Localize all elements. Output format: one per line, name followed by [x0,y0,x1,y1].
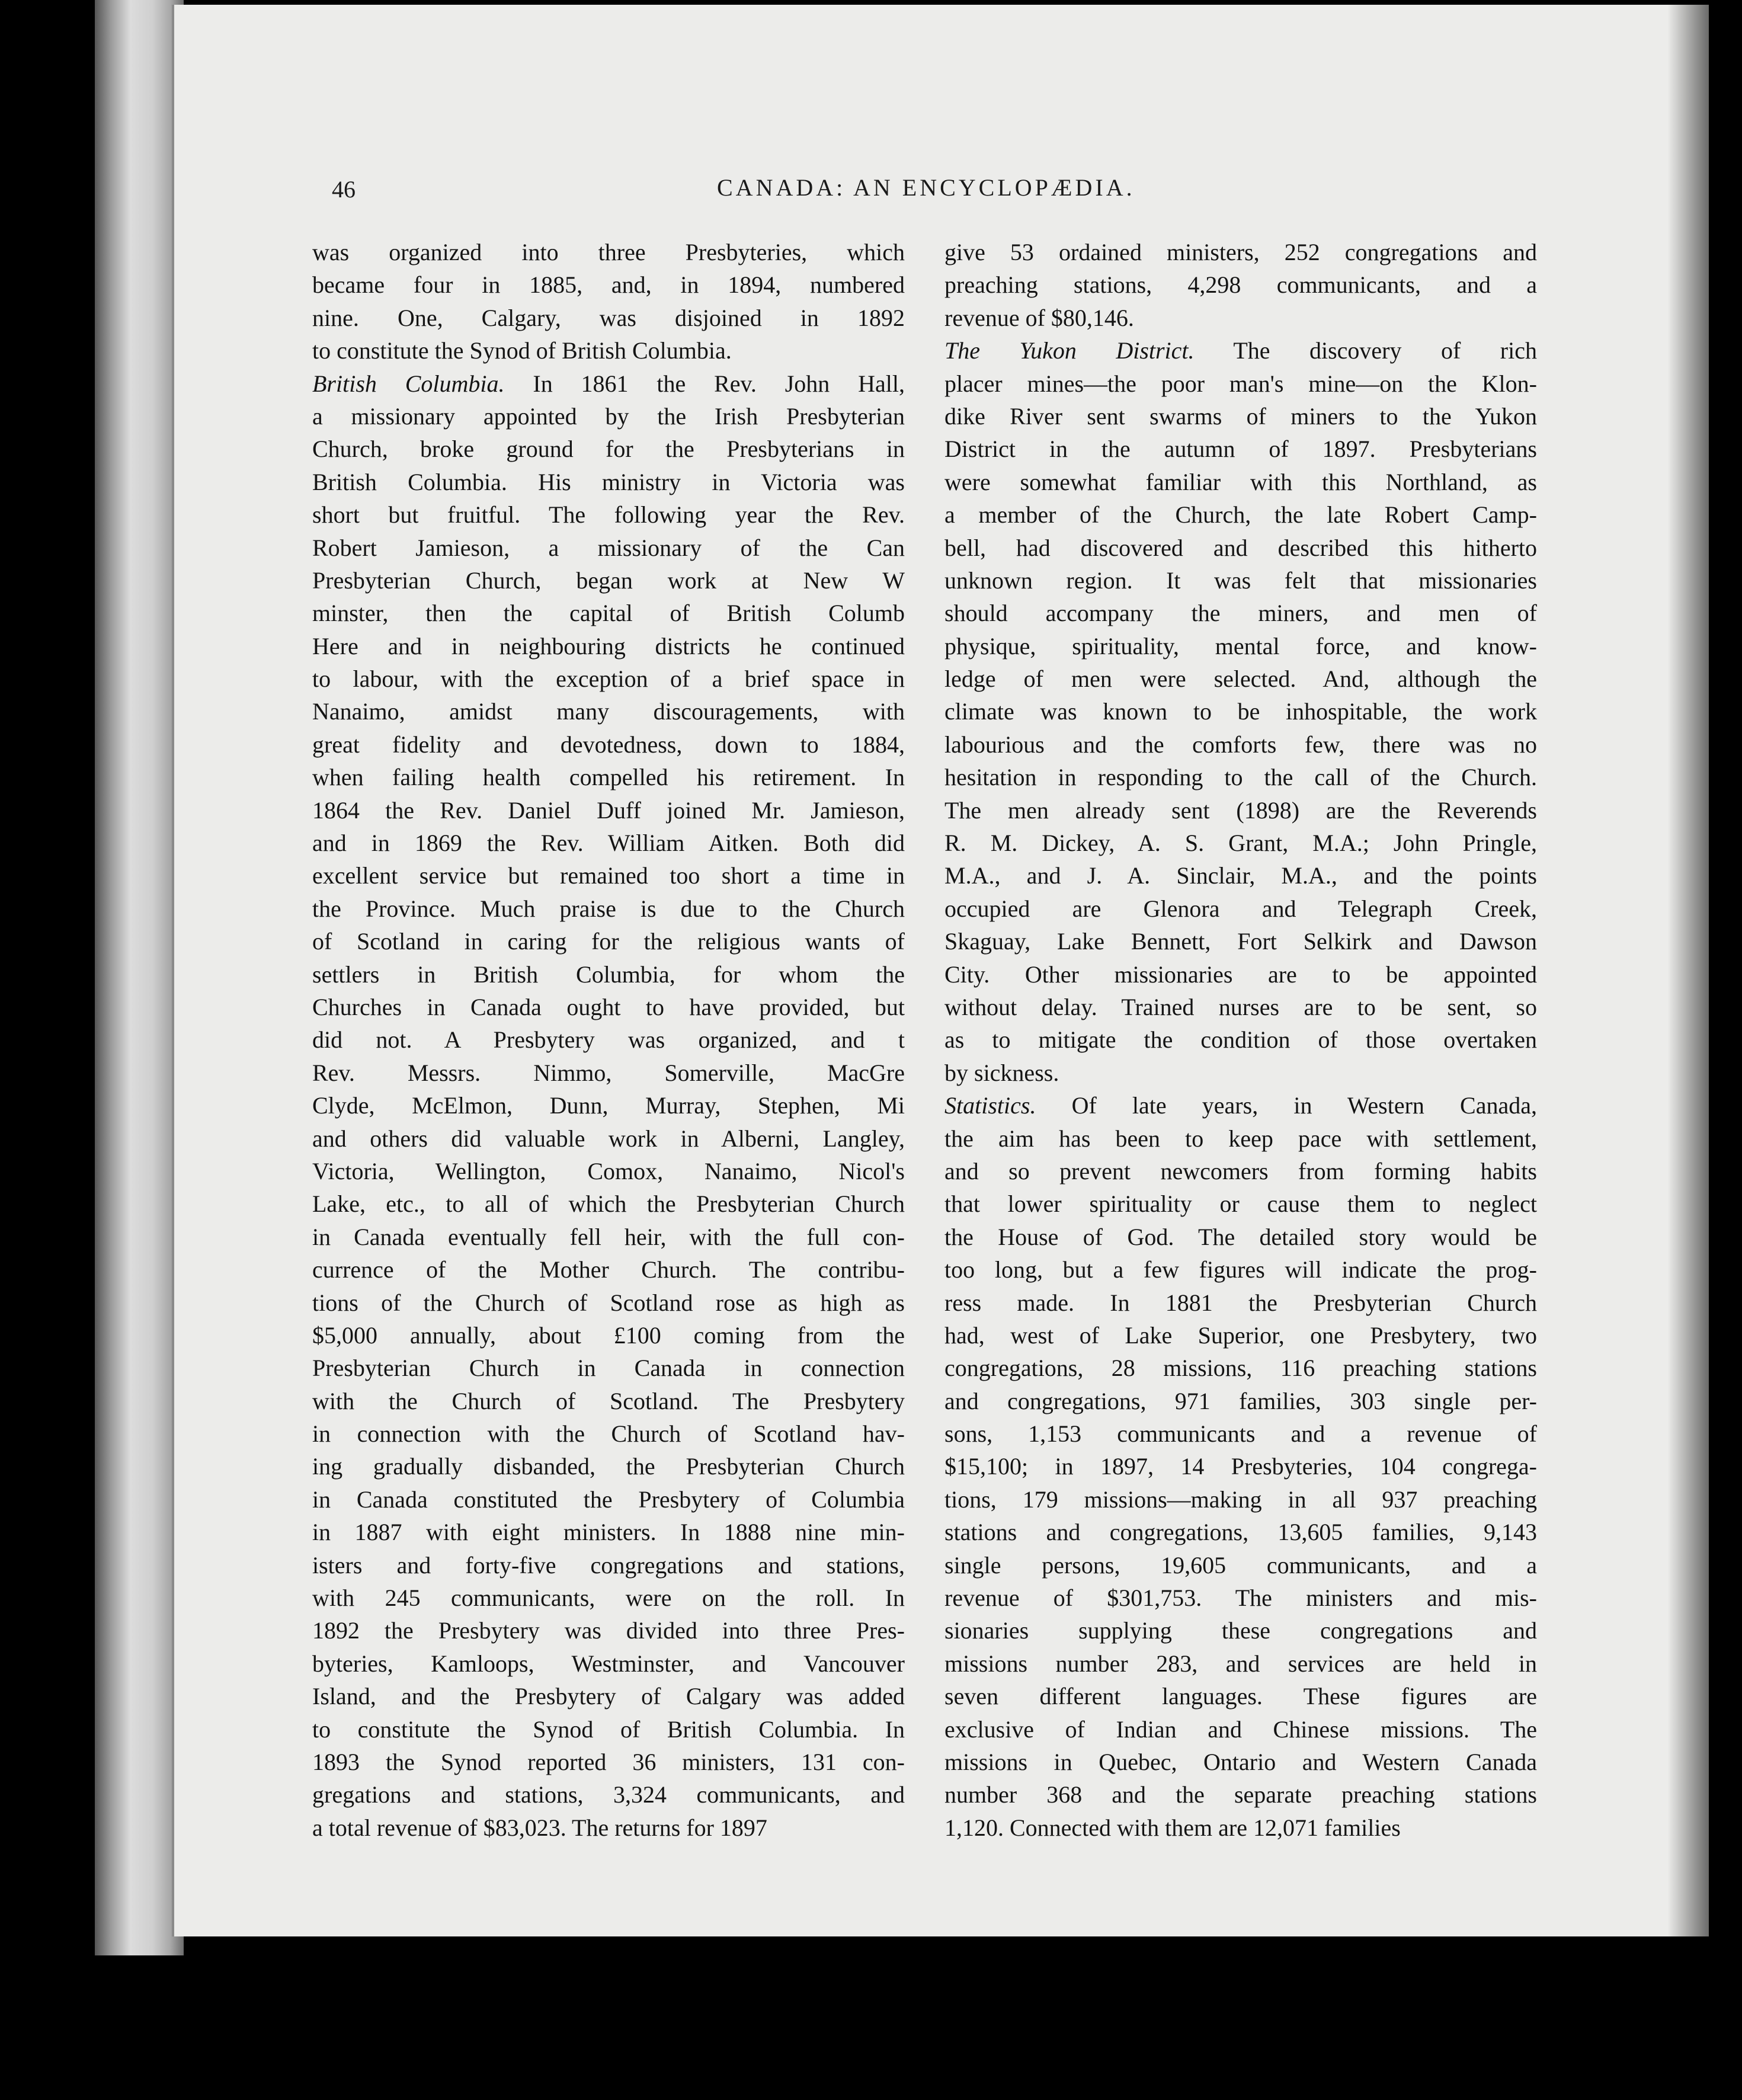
running-head: CANADA: AN ENCYCLOPÆDIA. [717,174,1135,201]
text-line: climate was known to be inhospitable, the work [944,698,1537,725]
text-line: by sickness. [944,1059,1059,1086]
text-line: and others did valuable work in Alberni, Langley, [312,1125,905,1152]
text-line: give 53 ordained ministers, 252 congregations and [944,239,1537,265]
text-line: Presbyterian Church, began work at New W [312,566,905,594]
text-line: R. M. Dickey, A. S. Grant, M.A.; John Pringle, [944,830,1537,857]
text-line: Statistics. Of late years, in Western Canada, [944,1092,1537,1119]
text-line: short but fruitful. The following year the Rev. [312,501,905,529]
text-line: currence of the Mother Church. The contribu- [312,1256,905,1283]
text-line: the House of God. The detailed story would be [944,1223,1537,1250]
book-spine [95,0,184,1955]
text-line: a total revenue of $83,023. The returns for 1897 [312,1814,767,1841]
text-line: was organized into three Presbyteries, which [312,239,905,265]
text-line: 1892 the Presbytery was divided into three Pres- [312,1617,905,1644]
text-line: with 245 communicants, were on the roll. In [312,1584,905,1612]
text-line: 1864 the Rev. Daniel Duff joined Mr. Jamieson, [312,796,905,824]
text-line: in 1887 with eight ministers. In 1888 nine min- [312,1519,905,1546]
section-heading: Statistics. [944,1092,1036,1119]
text-line: settlers in British Columbia, for whom the [312,961,905,988]
text-line: occupied are Glenora and Telegraph Creek, [944,895,1537,922]
text-line: $5,000 annually, about £100 coming from the [312,1321,905,1349]
text-line: 1893 the Synod reported 36 ministers, 131 con- [312,1748,905,1775]
text-line: hesitation in responding to the call of the Church. [944,764,1537,791]
text-line: Rev. Messrs. Nimmo, Somerville, MacGre [312,1059,905,1086]
text-line: too long, but a few figures will indicate the prog- [944,1256,1537,1283]
text-line: physique, spirituality, mental force, and know- [944,632,1537,660]
text-line: did not. A Presbytery was organized, and t [312,1026,905,1054]
text-line: with the Church of Scotland. The Presbytery [312,1387,905,1414]
text-line: stations and congregations, 13,605 families, 9,143 [944,1519,1537,1546]
text-line: revenue of $80,146. [944,304,1134,331]
text-line: and congregations, 971 families, 303 single per- [944,1387,1537,1414]
text-line: that lower spirituality or cause them to neglect [944,1190,1537,1218]
text-line: minster, then the capital of British Columb [312,600,905,627]
section-heading: British Columbia. [312,370,505,397]
text-line: without delay. Trained nurses are to be sent, so [944,993,1537,1020]
text-line: $15,100; in 1897, 14 Presbyteries, 104 congrega- [944,1453,1537,1480]
text-line: number 368 and the separate preaching stations [944,1781,1537,1808]
text-line: and so prevent newcomers from forming habits [944,1157,1537,1185]
text-line: tions of the Church of Scotland rose as high as [312,1289,905,1316]
text-line: Skaguay, Lake Bennett, Fort Selkirk and Dawson [944,928,1537,955]
text-line: ledge of men were selected. And, although the [944,665,1537,693]
text-line: Church, broke ground for the Presbyterians in [312,436,905,463]
text-line: the aim has been to keep pace with settlement, [944,1125,1537,1152]
text-line: The men already sent (1898) are the Reverends [944,796,1537,824]
text-line: Lake, etc., to all of which the Presbyterian Church [312,1190,905,1218]
text-line: dike River sent swarms of miners to the Yukon [944,402,1537,430]
text-line: congregations, 28 missions, 116 preaching stations [944,1355,1537,1382]
text-line: tions, 179 missions—making in all 937 preaching [944,1486,1537,1513]
text-line: gregations and stations, 3,324 communicants, and [312,1781,905,1808]
text-line: in Canada eventually fell heir, with the full con- [312,1223,905,1250]
text-line: as to mitigate the condition of those overtaken [944,1026,1537,1054]
text-line: bell, had discovered and described this hitherto [944,534,1537,561]
text-line: missions in Quebec, Ontario and Western Canada [944,1748,1537,1775]
text-line: exclusive of Indian and Chinese missions. The [944,1715,1537,1743]
text-line: M.A., and J. A. Sinclair, M.A., and the points [944,862,1537,889]
text-line: 1,120. Connected with them are 12,071 families [944,1814,1401,1841]
text-line: ress made. In 1881 the Presbyterian Church [944,1289,1537,1316]
text-line: Nanaimo, amidst many discouragements, with [312,698,905,725]
text-line: The Yukon District. The discovery of rich [944,337,1537,364]
text-line: in Canada constituted the Presbytery of Columbia [312,1486,905,1513]
text-line: a missionary appointed by the Irish Presbyterian [312,402,905,430]
text-line: District in the autumn of 1897. Presbyterians [944,436,1537,463]
text-line: to labour, with the exception of a brief space in [312,665,905,693]
text-line: seven different languages. These figures are [944,1683,1537,1710]
text-line: a member of the Church, the late Robert Camp- [944,501,1537,529]
text-line: Here and in neighbouring districts he continued [312,632,905,660]
text-line: placer mines—the poor man's mine—on the Klon- [944,370,1537,397]
text-line: Robert Jamieson, a missionary of the Can [312,534,905,561]
text-line: preaching stations, 4,298 communicants, and a [944,271,1537,299]
text-line: British Columbia. His ministry in Victoria was [312,468,905,495]
text-line: the Province. Much praise is due to the Church [312,895,905,922]
text-line: isters and forty-five congregations and stations, [312,1551,905,1579]
text-line: to constitute the Synod of British Columbia. In [312,1715,905,1743]
text-line: single persons, 19,605 communicants, and a [944,1551,1537,1579]
text-line: great fidelity and devotedness, down to 1884, [312,731,905,758]
text-line: excellent service but remained too short a time in [312,862,905,889]
text-line: had, west of Lake Superior, one Presbytery, two [944,1321,1537,1349]
text-line: revenue of $301,753. The ministers and mis- [944,1584,1537,1612]
section-heading: The Yukon District. [944,337,1195,364]
text-line: became four in 1885, and, in 1894, numbered [312,271,905,299]
page-number: 46 [332,176,356,203]
text-line: Island, and the Presbytery of Calgary was added [312,1683,905,1710]
text-line: labourious and the comforts few, there was no [944,731,1537,758]
text-line: nine. One, Calgary, was disjoined in 1892 [312,304,905,331]
text-line: sons, 1,153 communicants and a revenue of [944,1420,1537,1448]
text-line: were somewhat familiar with this Northland, as [944,468,1537,495]
text-line: Churches in Canada ought to have provided, but [312,993,905,1020]
text-line: in connection with the Church of Scotland hav- [312,1420,905,1448]
page-edge-shadow [1667,5,1709,1936]
text-line: byteries, Kamloops, Westminster, and Vancouver [312,1650,905,1677]
text-line: British Columbia. In 1861 the Rev. John Hall, [312,370,905,397]
left-text-column [312,236,905,1844]
text-line: should accompany the miners, and men of [944,600,1537,627]
text-line: ing gradually disbanded, the Presbyterian Church [312,1453,905,1480]
text-line: Victoria, Wellington, Comox, Nanaimo, Nicol's [312,1157,905,1185]
text-line: sionaries supplying these congregations and [944,1617,1537,1644]
right-text-column [944,236,1537,1844]
text-line: Presbyterian Church in Canada in connection [312,1355,905,1382]
text-line: missions number 283, and services are held in [944,1650,1537,1677]
text-line: to constitute the Synod of British Columbia. [312,337,732,364]
text-line: unknown region. It was felt that missionaries [944,566,1537,594]
text-line: and in 1869 the Rev. William Aitken. Both did [312,830,905,857]
text-line: Clyde, McElmon, Dunn, Murray, Stephen, Mi [312,1092,905,1119]
text-line: of Scotland in caring for the religious wants of [312,928,905,955]
text-line: when failing health compelled his retirement. In [312,764,905,791]
text-line: City. Other missionaries are to be appointed [944,961,1537,988]
